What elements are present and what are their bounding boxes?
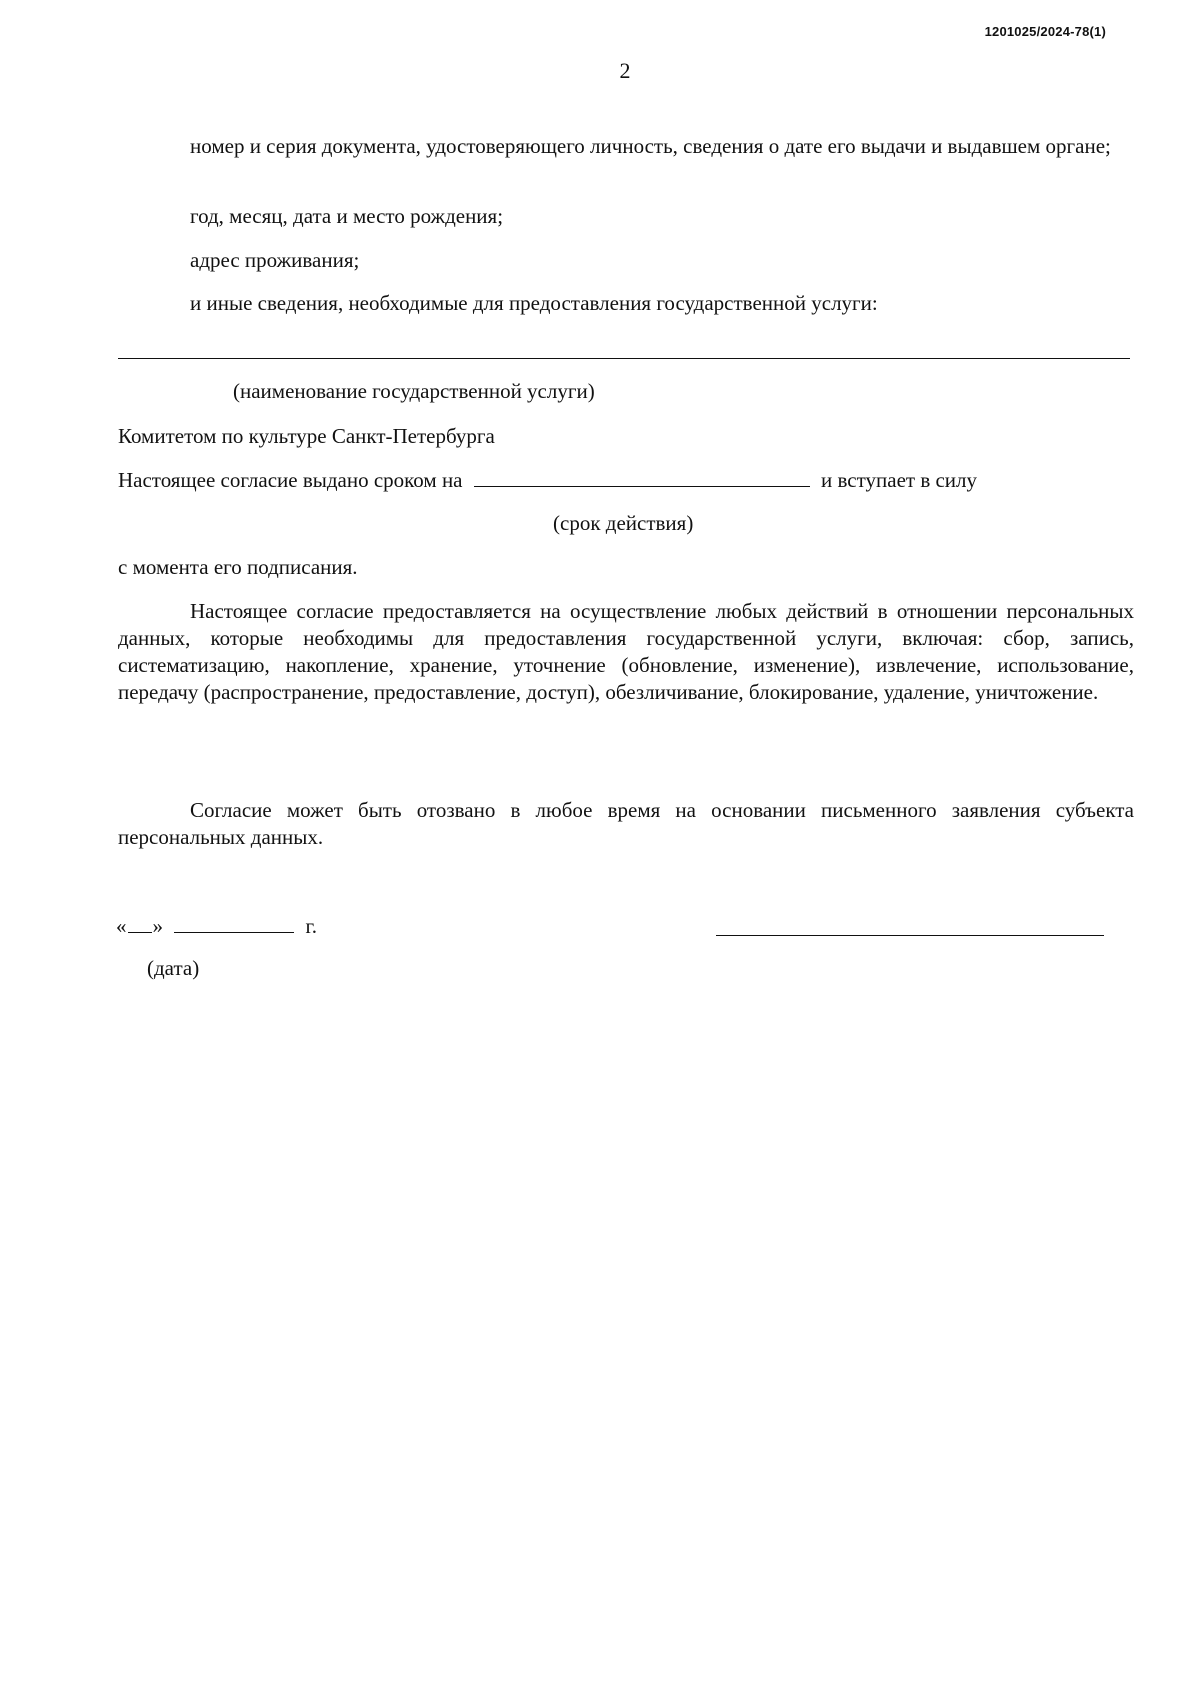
- page-number: 2: [619, 58, 631, 83]
- item-birth: год, месяц, дата и место рождения;: [190, 204, 504, 228]
- term-caption: (срок действия): [553, 511, 694, 535]
- date-year-suffix: г.: [305, 914, 317, 938]
- signature-date-line: [116, 912, 317, 940]
- date-month-field[interactable]: [174, 912, 294, 933]
- actions-paragraph: Настоящее согласие предоставляется на осуществление любых действий в отношении персональных данных, которые необходимы для предоставления государственной услуги, включая: сбор, запись, систематизацию, накопление, хранение, уточнение (обновление, изменение), извлечение, использование, передачу (распространение, предоставление, доступ), обезличивание, блокирование, удаление, уничтожение.: [118, 599, 1134, 704]
- item-identity-document: номер и серия документа, удостоверяющего личность, сведения о дате его выдачи и выдавшем органе;: [190, 134, 1111, 158]
- term-prefix: Настоящее согласие выдано сроком на: [118, 468, 463, 492]
- service-name-blank-line[interactable]: [118, 358, 1130, 359]
- date-close-quote: »: [152, 914, 163, 938]
- document-id: 1201025/2024-78(1): [984, 24, 1106, 39]
- term-blank-field[interactable]: [474, 466, 810, 487]
- term-suffix: и вступает в силу: [821, 468, 978, 492]
- item-other-info: и иные сведения, необходимые для предоставления государственной услуги:: [190, 291, 878, 315]
- date-day-field[interactable]: [128, 912, 152, 933]
- date-caption: (дата): [147, 956, 200, 980]
- term-continuation: с момента его подписания.: [118, 555, 358, 579]
- committee-line: Комитетом по культуре Санкт-Петербурга: [118, 424, 495, 448]
- term-line: [118, 466, 977, 494]
- signature-blank-line[interactable]: [716, 935, 1104, 936]
- date-open-quote: «: [116, 914, 127, 938]
- item-address: адрес проживания;: [190, 248, 360, 272]
- revocation-paragraph: Согласие может быть отозвано в любое время на основании письменного заявления субъекта персональных данных.: [118, 798, 1134, 849]
- service-name-caption: (наименование государственной услуги): [233, 379, 595, 403]
